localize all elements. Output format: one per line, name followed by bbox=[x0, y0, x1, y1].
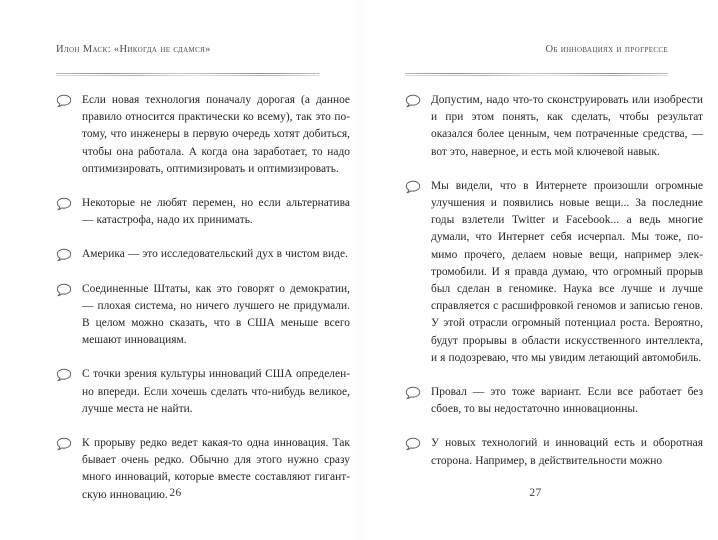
quote-text: Допустим, надо что-то сконструировать или изобрести и при этом понять, как сделать, чтобы результат оказался более ценным, чем потраченные средства, — вот это, наверное, и есть мой ключевой навык. bbox=[431, 94, 703, 158]
speech-bubble-icon bbox=[56, 94, 72, 108]
quote-text: У новых технологий и инноваций есть и оборотная сторона. Например, в действительности можно bbox=[431, 437, 703, 467]
quote-text: Америка — это исследовательский дух в чистом виде. bbox=[82, 248, 348, 261]
speech-bubble-icon bbox=[405, 386, 421, 400]
right-page-quote-list bbox=[405, 92, 703, 470]
quote-text: К прорыву редко ведет какая-то одна инновация. Так бывает очень редко. Обычно для этого нужно сразу много инноваций, которые вместе составляют гигантскую инновацию. bbox=[82, 437, 350, 501]
quote-item bbox=[56, 281, 350, 350]
quote-text: Некоторые не любят перемен, но если альтернатива — катастрофа, надо их принимать. bbox=[82, 197, 350, 227]
speech-bubble-icon bbox=[56, 283, 72, 297]
quote-text: Мы видели, что в Интернете произошли огромные улучшения и появились новые вещи... За последние годы взлетели Twitter и Facebook... а ведь многие думали, что Интернет себя исчерпал. Мы тоже, помимо прочего, делаем новые вещи, например электромобили. И я правда думаю, что огромный прорыв был сделан в геномике. Наука все лучше и лучше справляется с расшифровкой геномов и записью генов. У этой отрасли огромный потенциал роста. Вероятно, будут прорывы в области искусственного интеллекта, и я подозреваю, что мы увидим летающий автомобиль. bbox=[431, 179, 703, 364]
speech-bubble-icon bbox=[405, 94, 421, 108]
quote-item bbox=[56, 366, 350, 418]
speech-bubble-icon bbox=[56, 437, 72, 451]
speech-bubble-icon bbox=[405, 180, 421, 194]
quote-item bbox=[405, 178, 703, 367]
speech-bubble-icon bbox=[56, 368, 72, 382]
quote-text: Провал — это тоже вариант. Если все работает без сбоев, то вы недостаточно инновационны. bbox=[431, 386, 703, 416]
running-head-right: Об инновациях и прогрессе bbox=[545, 44, 668, 55]
quote-text: Если новая технология поначалу дорогая (а данное правило относится практически ко всему), так это потому, что инженеры в первую очередь хотят добиться, чтобы она работала. А когда она заработает, то надо оптимизировать, оптимизировать и оптимизировать. bbox=[82, 94, 350, 175]
quote-item bbox=[56, 92, 350, 178]
speech-bubble-icon bbox=[56, 248, 72, 262]
quote-text: С точки зрения культуры инноваций США определенно впереди. Если хочешь сделать что-нибудь великое, лучше места не найти. bbox=[82, 368, 350, 415]
quote-text: Соединенные Штаты, как это говорят о демократии, — плохая система, но ничего лучшего не придумали. В целом можно сказать, что в США меньше всего мешают инновациям. bbox=[82, 282, 350, 347]
page-number-right: 27 bbox=[529, 487, 542, 499]
quote-item bbox=[56, 195, 350, 229]
running-head-left: Илон Маск: «Никогда не сдамся» bbox=[56, 44, 211, 55]
header-rule-right bbox=[405, 73, 668, 76]
page-number-left: 26 bbox=[169, 487, 182, 499]
quote-item bbox=[56, 246, 348, 263]
quote-item bbox=[405, 435, 703, 469]
left-page-quote-list bbox=[56, 92, 350, 504]
quote-item bbox=[405, 384, 703, 418]
right-page bbox=[359, 0, 718, 540]
speech-bubble-icon bbox=[405, 437, 421, 451]
header-rule-left bbox=[56, 73, 319, 76]
speech-bubble-icon bbox=[56, 197, 72, 211]
quote-item bbox=[405, 92, 703, 161]
